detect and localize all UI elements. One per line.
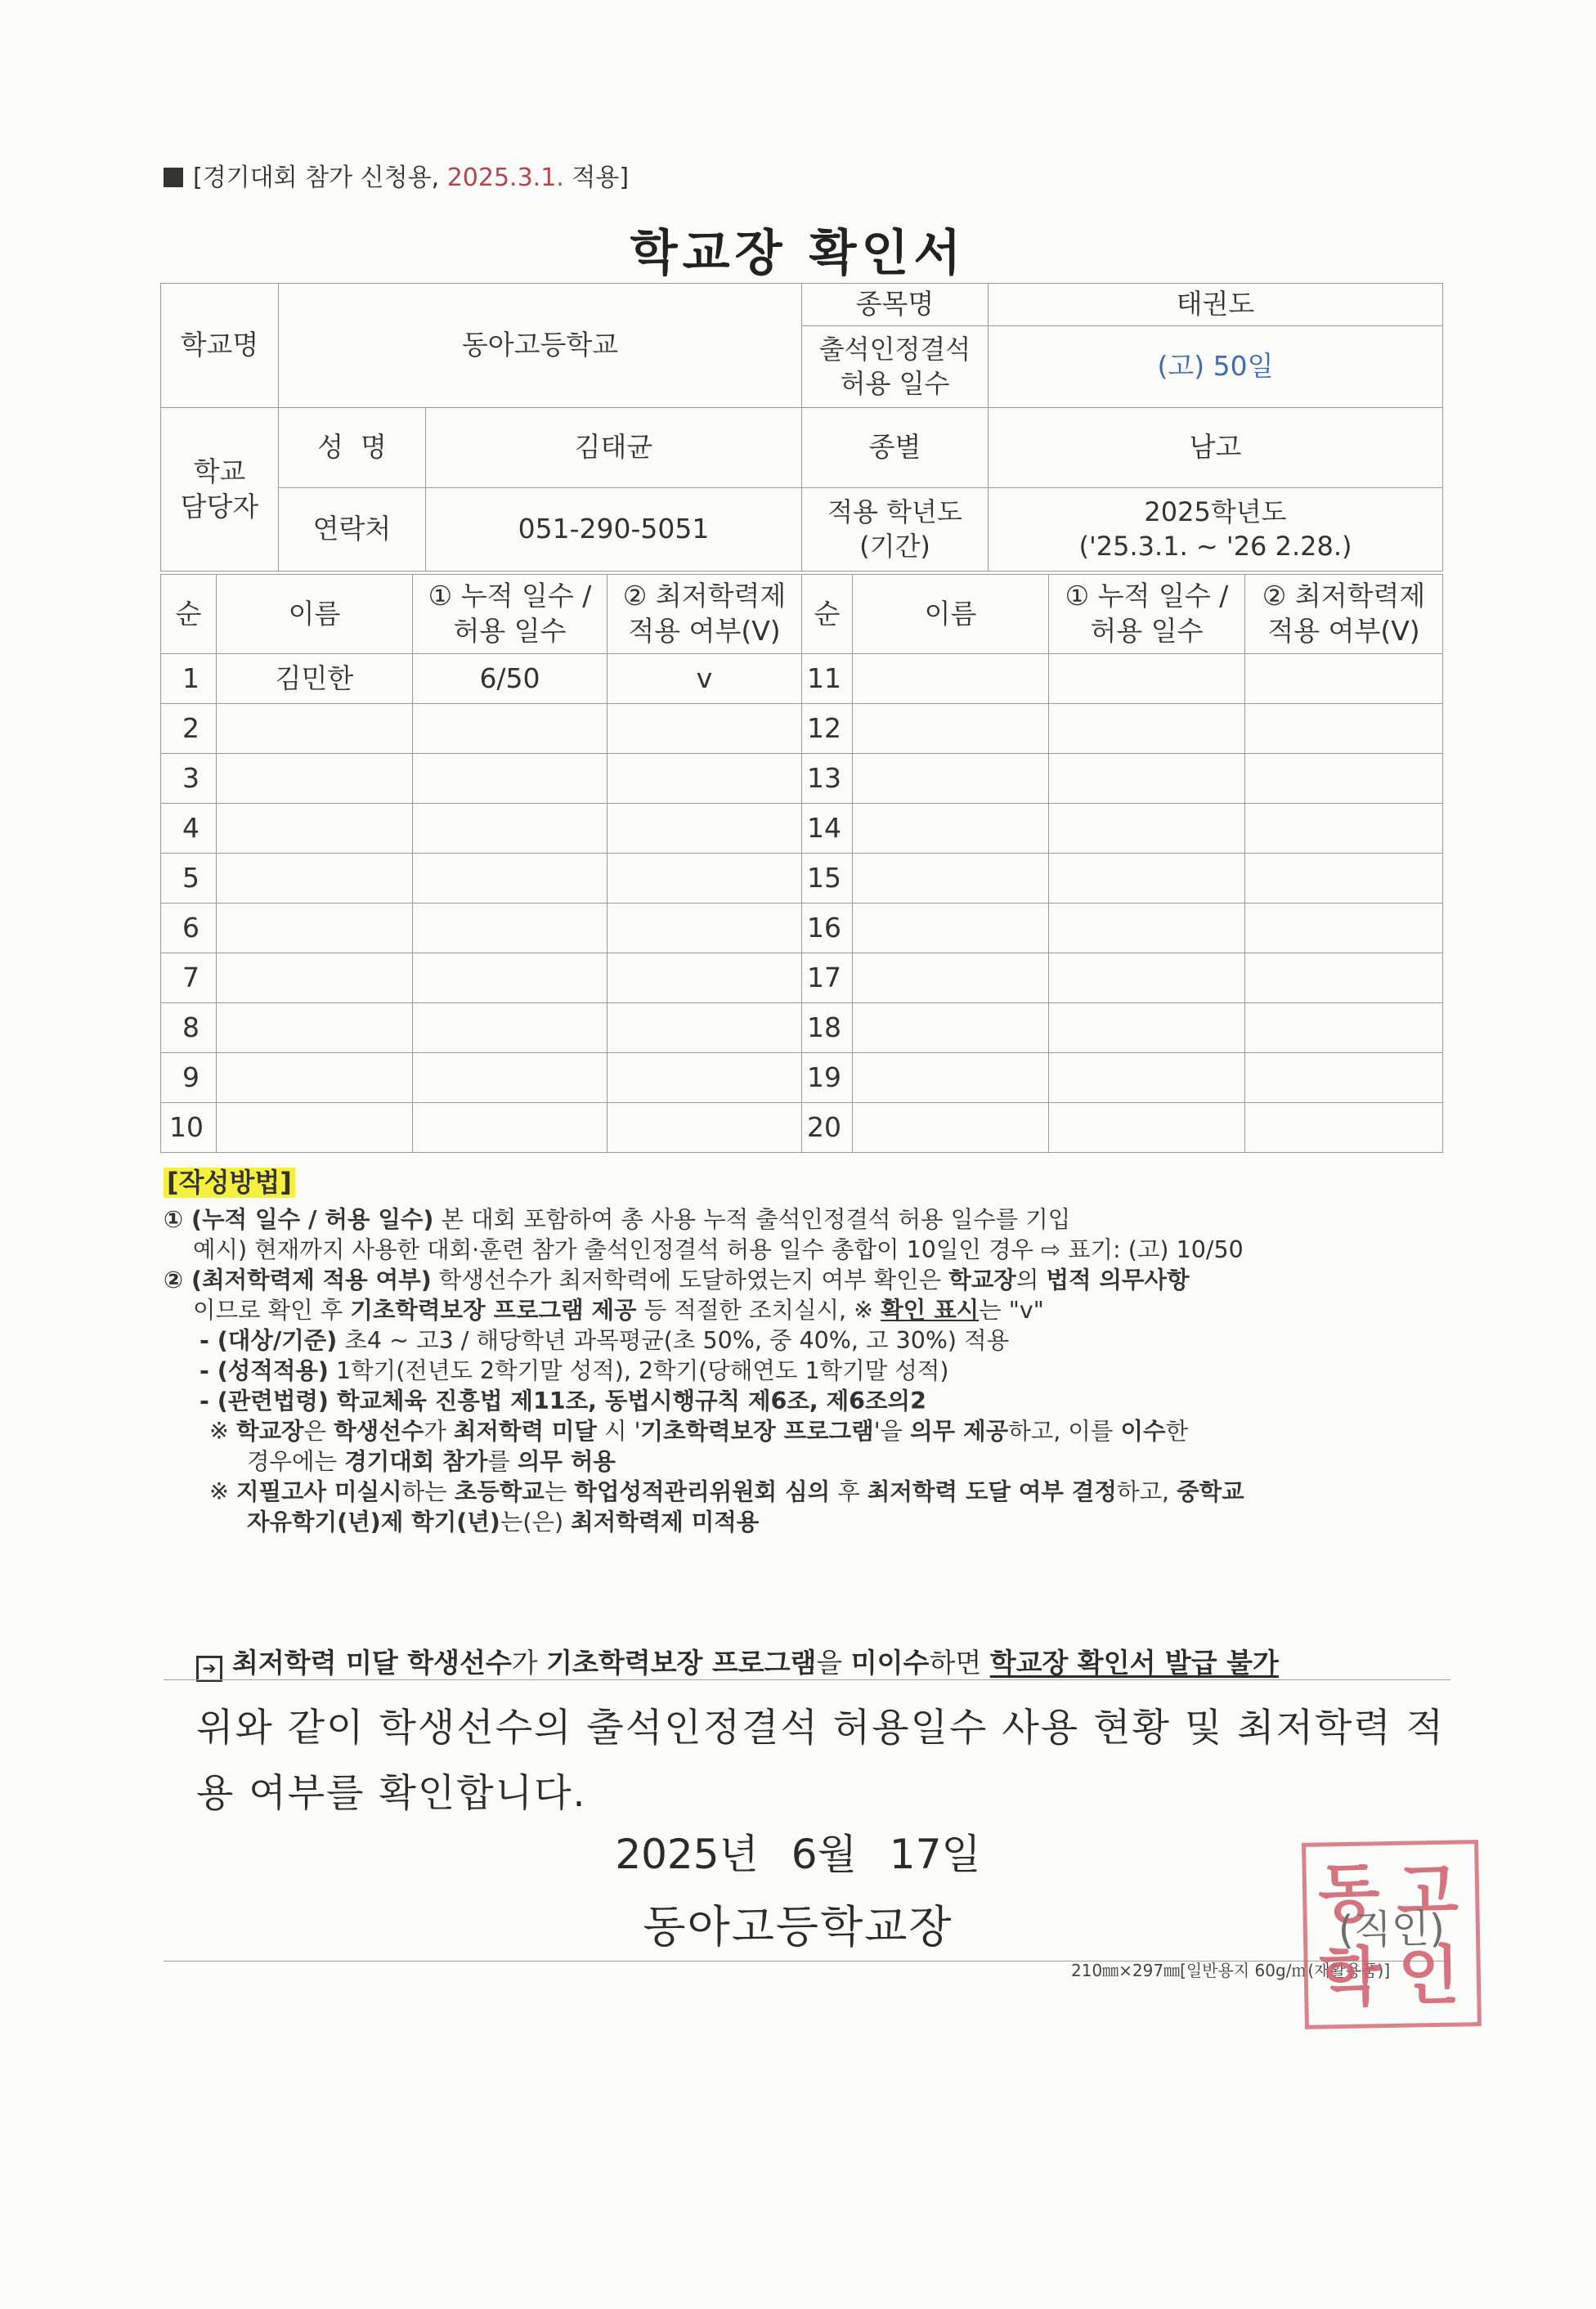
instruction-2-line2-c: 등 적절한 조치실시, ※: [636, 1297, 881, 1324]
row-name-left: 김민한: [217, 654, 413, 704]
note2-line2-a: 자유학기(년)제 학기(년): [247, 1509, 500, 1536]
row-no-right: 14: [802, 804, 853, 854]
note2-d: 초등학교: [454, 1478, 545, 1505]
note2-b: 지필고사 미실시: [235, 1478, 402, 1505]
table-row: [161, 854, 1443, 903]
row-days-right: [1049, 754, 1245, 804]
roster-header-no: 순: [161, 575, 217, 654]
year-value: [989, 488, 1443, 572]
warning-a: 최저학력 미달 학생선수: [232, 1647, 512, 1679]
instruction-law-label: - (관련법령): [200, 1388, 329, 1415]
contact-value: 051-290-5051: [426, 488, 802, 572]
row-min-right: [1245, 854, 1443, 903]
row-no-left: 4: [161, 804, 217, 854]
row-no-right: 11: [802, 654, 853, 704]
instruction-note-1-line2: [164, 1446, 1447, 1477]
note1-a: ※: [209, 1418, 236, 1445]
roster-header-days: [413, 575, 607, 654]
table-row: [161, 654, 1443, 704]
note2-f: 학업성적관리위원회 심의: [574, 1478, 831, 1505]
row-min-right: [1245, 1053, 1443, 1103]
instruction-note-1: [164, 1416, 1447, 1446]
row-name-left: [217, 953, 413, 1003]
note2-h: 최저학력 도달 여부 결정: [867, 1478, 1117, 1505]
row-min-left: [607, 1003, 802, 1053]
row-name-right: [853, 903, 1049, 953]
row-days-right: [1049, 903, 1245, 953]
note1-i: '을: [873, 1418, 911, 1445]
row-no-right: 18: [802, 1003, 853, 1053]
row-name-left: [217, 1053, 413, 1103]
instruction-2-text-a: 학생선수가 최저학력에 도달하였는지 여부 확인은: [431, 1267, 949, 1293]
row-no-right: 15: [802, 854, 853, 903]
row-no-left: 3: [161, 754, 217, 804]
row-no-left: 6: [161, 903, 217, 953]
absence-label-line1: 출석인정결석: [818, 333, 971, 365]
roster-header-min-right: [1245, 575, 1443, 654]
signature-date: 2025년 6월 17일: [615, 1831, 981, 1878]
row-days-left: [413, 704, 607, 754]
note2-i: 하고,: [1116, 1478, 1177, 1505]
year-value-line2: ('25.3.1. ~ '26 2.28.): [1078, 530, 1352, 562]
manager-label-line2: 담당자: [180, 490, 259, 522]
roster-header-days-right: [1049, 575, 1245, 654]
row-no-right: 13: [802, 754, 853, 804]
note2-g: 후: [830, 1478, 867, 1505]
note1-line2-a: 경우에는: [247, 1448, 345, 1475]
signature-school: 동아고등학교장: [643, 1901, 953, 1953]
row-name-left: [217, 804, 413, 854]
note1-line2-b: 경기대회 참가: [344, 1448, 488, 1475]
row-days-left: [413, 1003, 607, 1053]
absence-label: [802, 326, 989, 408]
row-min-right: [1245, 953, 1443, 1003]
row-days-left: [413, 953, 607, 1003]
table-row: [161, 704, 1443, 754]
instruction-grades-label: - (성적적용): [200, 1357, 329, 1384]
row-min-right: [1245, 654, 1443, 704]
roster-header-name-right: 이름: [853, 575, 1049, 654]
warning-f: 하면: [929, 1647, 990, 1679]
instruction-note-2-line2: [164, 1507, 1447, 1537]
table-row: [161, 804, 1443, 854]
row-min-left: [607, 903, 802, 953]
instruction-2-line2-b: 기초학력보장 프로그램 제공: [350, 1297, 637, 1324]
note1-m: 한: [1165, 1418, 1189, 1445]
instruction-target-label: - (대상/기준): [200, 1327, 338, 1354]
row-name-left: [217, 1103, 413, 1153]
school-value: 동아고등학교: [279, 284, 802, 408]
warning-c: 기초학력보장 프로그램: [546, 1647, 817, 1679]
row-no-right: 12: [802, 704, 853, 754]
info-table: [160, 283, 1443, 572]
roster-header-min-line2: 적용 여부(V): [628, 615, 781, 647]
instruction-2-label: ② (최저학력제 적용 여부): [164, 1267, 432, 1293]
manager-label: [161, 408, 279, 572]
note1-g: 시 ': [596, 1418, 641, 1445]
note1-b: 학교장: [235, 1418, 304, 1445]
row-min-left: [607, 704, 802, 754]
note2-j: 중학교: [1177, 1478, 1244, 1505]
instruction-target: [164, 1325, 1447, 1356]
name-label: 성 명: [279, 408, 426, 488]
row-no-left: 10: [161, 1103, 217, 1153]
row-min-right: [1245, 704, 1443, 754]
stamp-label: (직인): [1338, 1905, 1446, 1954]
roster-header-days-line1: ① 누적 일수 /: [428, 580, 592, 612]
row-no-left: 1: [161, 654, 217, 704]
row-days-right: [1049, 953, 1245, 1003]
square-bullet-icon: [164, 168, 183, 187]
row-days-left: [413, 754, 607, 804]
stamp-glyph: 고: [1396, 1854, 1459, 1930]
confirmation-text: 위와 같이 학생선수의 출석인정결석 허용일수 사용 현황 및 최저학력 적용 여부를 확인합니다.: [196, 1706, 1446, 1816]
roster-table: [160, 574, 1443, 1153]
row-name-left: [217, 704, 413, 754]
note1-e: 가: [424, 1418, 454, 1445]
row-min-right: [1245, 1103, 1443, 1153]
header-suffix: 적용]: [572, 164, 630, 192]
row-days-right: [1049, 1003, 1245, 1053]
row-name-right: [853, 953, 1049, 1003]
instruction-item-1: [164, 1204, 1447, 1235]
arrow-box-icon: ➔: [196, 1656, 222, 1682]
instruction-law-text: 학교체육 진흥법 제11조, 동법시행규칙 제6조, 제6조의2: [328, 1388, 926, 1415]
instruction-2-line2-a: 이므로 확인 후: [193, 1297, 351, 1324]
note2-c: 하는: [401, 1478, 455, 1505]
row-name-left: [217, 903, 413, 953]
instruction-1-example: 예시) 현재까지 사용한 대회·훈련 참가 출석인정결석 허용 일수 총합이 10일인 경우 ⇨ 표기: (고) 10/50: [193, 1236, 1244, 1263]
table-row: [161, 903, 1443, 953]
warning-line: [196, 1642, 1279, 1682]
sport-value: 태권도: [989, 284, 1443, 326]
warning-b: 가: [511, 1647, 547, 1679]
row-days-right: [1049, 804, 1245, 854]
note1-d: 학생선수: [334, 1418, 424, 1445]
row-min-left: [607, 953, 802, 1003]
row-no-right: 17: [802, 953, 853, 1003]
instruction-grades: [164, 1356, 1447, 1386]
row-days-right: [1049, 654, 1245, 704]
roster-header-days-line2: 허용 일수: [453, 615, 567, 647]
row-min-left: v: [607, 654, 802, 704]
warning-e: 미이수: [850, 1647, 930, 1679]
row-min-right: [1245, 903, 1443, 953]
warning-d: 을: [816, 1647, 851, 1679]
row-min-right: [1245, 1003, 1443, 1053]
row-no-right: 19: [802, 1053, 853, 1103]
table-row: [161, 754, 1443, 804]
instruction-item-2: [164, 1265, 1447, 1295]
header-prefix: [경기대회 참가 신청용,: [193, 164, 440, 192]
table-row: [161, 953, 1443, 1003]
row-days-left: [413, 1103, 607, 1153]
row-min-left: [607, 1053, 802, 1103]
row-days-right: [1049, 704, 1245, 754]
note1-l: 이수: [1120, 1418, 1166, 1445]
instruction-2-line2-d: 확인 표시: [881, 1297, 980, 1324]
row-min-left: [607, 804, 802, 854]
row-no-left: 7: [161, 953, 217, 1003]
note1-k: 하고, 이를: [1008, 1418, 1121, 1445]
row-days-left: [413, 1053, 607, 1103]
stamp-glyph: 동: [1317, 1856, 1381, 1932]
warning-g: 학교장 확인서 발급 불가: [989, 1647, 1279, 1679]
header-date: 2025.3.1.: [446, 164, 564, 192]
row-no-left: 5: [161, 854, 217, 903]
contact-label: 연락처: [279, 488, 426, 572]
divider: [164, 1679, 1450, 1680]
instruction-1-text: 본 대회 포함하여 총 사용 누적 출석인정결석 허용 일수를 기입: [433, 1206, 1071, 1233]
stamp-glyph: 인: [1397, 1938, 1461, 2014]
row-days-left: [413, 903, 607, 953]
row-days-left: 6/50: [413, 654, 607, 704]
row-min-right: [1245, 754, 1443, 804]
year-label: [802, 488, 989, 572]
roster-header-name: 이름: [217, 575, 413, 654]
row-min-right: [1245, 804, 1443, 854]
roster-header-row: [161, 575, 1443, 654]
instruction-2-text-c: 의: [1015, 1267, 1047, 1293]
row-name-right: [853, 1003, 1049, 1053]
table-row: [161, 1003, 1443, 1053]
year-label-line2: (기간): [859, 530, 930, 562]
gender-label: 종별: [802, 408, 989, 488]
note2-line2-b: 는(은): [500, 1509, 572, 1536]
official-seal-stamp: [1302, 1840, 1482, 2029]
table-row: [161, 1103, 1443, 1153]
instruction-law: [164, 1386, 1447, 1416]
year-label-line1: 적용 학년도: [827, 495, 962, 527]
row-name-right: [853, 704, 1049, 754]
row-no-right: 16: [802, 903, 853, 953]
absence-value: (고) 50일: [989, 326, 1443, 408]
row-name-right: [853, 654, 1049, 704]
row-name-right: [853, 1103, 1049, 1153]
row-name-left: [217, 754, 413, 804]
roster-header-min: [607, 575, 802, 654]
roster-header-min-right-line2: 적용 여부(V): [1267, 615, 1420, 647]
row-min-left: [607, 854, 802, 903]
instruction-2-text-d: 법적 의무사항: [1046, 1267, 1190, 1293]
sport-label: 종목명: [802, 284, 989, 326]
manager-label-line1: 학교: [193, 455, 246, 487]
paper-spec: 210㎜×297㎜[일반용지 60g/㎡(재활용품)]: [1071, 1961, 1391, 1980]
row-name-left: [217, 1003, 413, 1053]
instruction-target-text: 초4 ~ 고3 / 해당학년 과목평균(초 50%, 중 40%, 고 30%) 적용: [337, 1327, 1010, 1354]
row-days-left: [413, 804, 607, 854]
row-no-left: 8: [161, 1003, 217, 1053]
gender-value: 남고: [989, 408, 1443, 488]
note2-line2-c: 최저학력제 미적용: [571, 1509, 760, 1536]
roster-header-days-right-line2: 허용 일수: [1090, 615, 1204, 647]
row-no-right: 20: [802, 1103, 853, 1153]
note1-j: 의무 제공: [910, 1418, 1009, 1445]
row-no-left: 9: [161, 1053, 217, 1103]
instruction-note-2: [164, 1477, 1447, 1507]
row-min-left: [607, 754, 802, 804]
year-value-line1: 2025학년도: [1144, 495, 1287, 527]
roster-header-days-right-line1: ① 누적 일수 /: [1065, 580, 1229, 612]
school-label: 학교명: [161, 284, 279, 408]
note2-a: ※: [209, 1478, 236, 1505]
absence-label-line2: 허용 일수: [840, 367, 950, 399]
instruction-2-line2-e: 는 "v": [979, 1297, 1044, 1324]
roster-header-no-right: 순: [802, 575, 853, 654]
row-name-right: [853, 804, 1049, 854]
row-days-right: [1049, 1103, 1245, 1153]
row-days-right: [1049, 1053, 1245, 1103]
note2-e: 는: [544, 1478, 575, 1505]
row-days-left: [413, 854, 607, 903]
note1-line2-d: 의무 허용: [517, 1448, 616, 1475]
row-name-right: [853, 754, 1049, 804]
instruction-grades-text: 1학기(전년도 2학기말 성적), 2학기(당해연도 1학기말 성적): [328, 1357, 949, 1384]
table-row: [161, 1053, 1443, 1103]
instructions-title: [작성방법]: [164, 1168, 295, 1198]
roster-header-min-line1: ② 최저학력제: [622, 580, 787, 612]
note1-line2-c: 를: [487, 1448, 518, 1475]
row-no-left: 2: [161, 704, 217, 754]
row-name-right: [853, 1053, 1049, 1103]
row-days-right: [1049, 854, 1245, 903]
row-min-left: [607, 1103, 802, 1153]
roster-header-min-right-line1: ② 최저학력제: [1262, 580, 1426, 612]
instruction-1-label: ① (누적 일수 / 허용 일수): [164, 1206, 434, 1233]
instruction-2-text-b: 학교장: [948, 1267, 1016, 1293]
note1-c: 은: [303, 1418, 334, 1445]
document-title: 학교장 확인서: [630, 225, 966, 282]
header-note: [164, 157, 629, 193]
instruction-2-line2: [164, 1295, 1447, 1325]
note1-h: 기초학력보장 프로그램: [640, 1418, 874, 1445]
stamp-glyph: 학: [1319, 1939, 1383, 2015]
row-name-left: [217, 854, 413, 903]
writing-instructions: [164, 1168, 1447, 1537]
name-value: 김태균: [426, 408, 802, 488]
note1-f: 최저학력 미달: [453, 1418, 597, 1445]
row-name-right: [853, 854, 1049, 903]
